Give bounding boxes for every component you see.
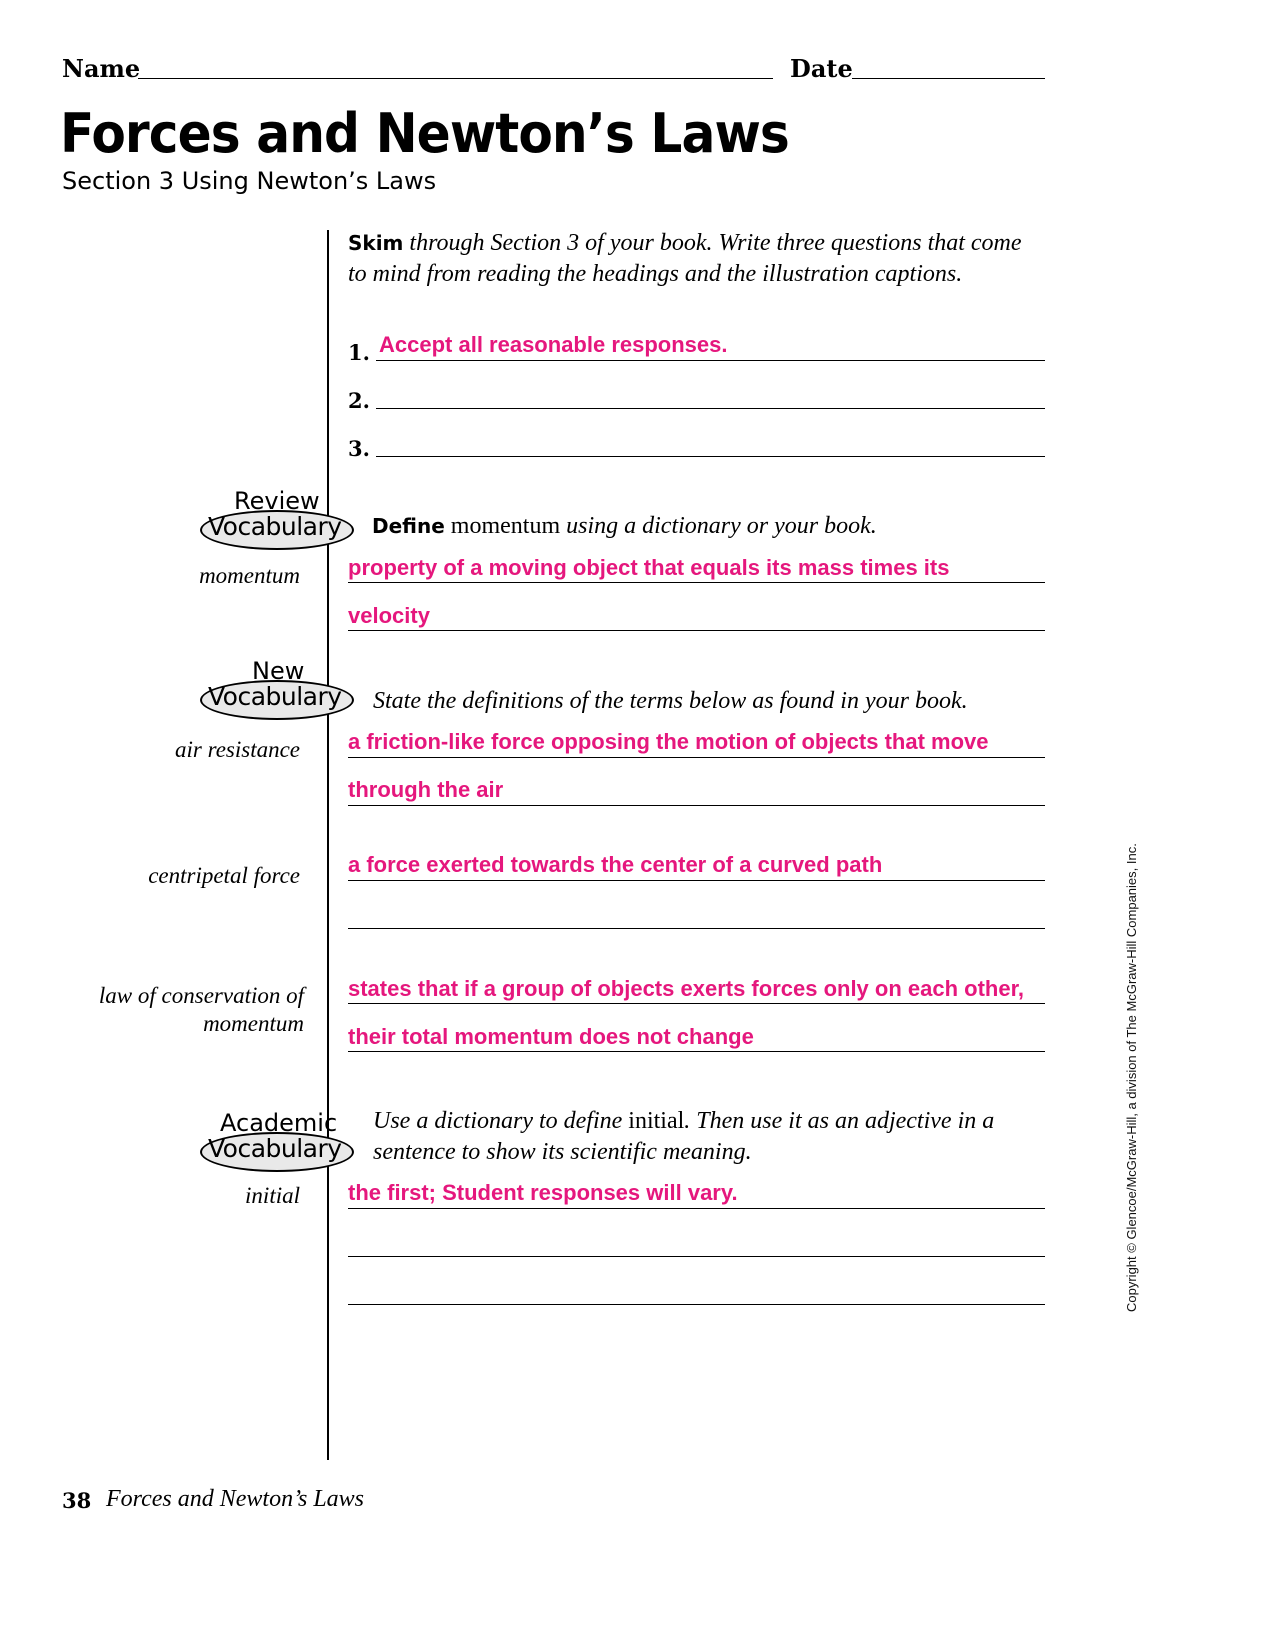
momentum-answer-1[interactable]: property of a moving object that equals its mass times its	[348, 555, 950, 580]
answer-line[interactable]	[348, 1051, 1045, 1052]
badge-bottom-text: Vocabulary	[208, 1134, 342, 1163]
margin-divider	[327, 230, 329, 1460]
answer-line[interactable]	[348, 928, 1045, 929]
footer-title: Forces and Newton’s Laws	[106, 1486, 365, 1512]
answer-line[interactable]	[348, 582, 1045, 583]
centripetal-answer-1[interactable]: a force exerted towards the center of a curved path	[348, 852, 883, 877]
academic-term: initial	[628, 1108, 685, 1134]
badge-top-text: New	[252, 657, 305, 685]
skim-instruction-text: through Section 3 of your book. Write three questions that come to mind from reading the headings and the illustration captions.	[348, 230, 1022, 287]
review-term: momentum	[444, 513, 567, 539]
review-instruction	[372, 511, 877, 542]
question-line-1[interactable]	[376, 360, 1045, 361]
answer-line[interactable]	[348, 1003, 1045, 1004]
term-label-centripetal-force: centripetal force	[148, 863, 300, 888]
answer-line[interactable]	[348, 880, 1045, 881]
badge-top-text: Academic	[220, 1109, 338, 1137]
date-label: Date	[790, 54, 853, 83]
review-instruction-text: using a dictionary or your book.	[566, 513, 877, 539]
skim-keyword: Skim	[348, 231, 404, 255]
new-vocabulary-badge	[198, 657, 358, 718]
review-vocabulary-badge	[198, 487, 358, 548]
skim-instruction	[348, 228, 1038, 290]
question-number-3: 3.	[348, 436, 370, 461]
air-resistance-answer-2[interactable]: through the air	[348, 777, 504, 802]
momentum-answer-2[interactable]: velocity	[348, 603, 430, 628]
name-field-line[interactable]	[138, 78, 773, 79]
question-number-1: 1.	[348, 340, 370, 365]
copyright-notice: Copyright © Glencoe/McGraw-Hill, a division of The McGraw-Hill Companies, Inc.	[1124, 843, 1139, 1312]
term-label-initial: initial	[245, 1183, 300, 1208]
academic-instruction	[373, 1106, 1045, 1168]
section-subtitle: Section 3 Using Newton’s Laws	[62, 167, 437, 195]
name-label: Name	[62, 54, 141, 83]
define-keyword: Define	[372, 514, 445, 538]
answer-line[interactable]	[348, 1256, 1045, 1257]
academic-instruction-a: Use a dictionary to define	[373, 1108, 629, 1134]
new-vocab-instruction: State the definitions of the terms below as found in your book.	[373, 688, 968, 714]
badge-bottom-text: Vocabulary	[208, 682, 342, 711]
badge-top-text: Review	[234, 487, 320, 515]
answer-line[interactable]	[348, 1304, 1045, 1305]
question-line-3[interactable]	[376, 456, 1045, 457]
question-line-2[interactable]	[376, 408, 1045, 409]
academic-vocabulary-badge	[198, 1109, 358, 1170]
term-label-conservation-of-momentum: law of conservation of momentum	[98, 983, 304, 1036]
term-label-momentum: momentum	[199, 563, 300, 588]
answer-line[interactable]	[348, 757, 1045, 758]
question-number-2: 2.	[348, 388, 370, 413]
date-field-line[interactable]	[852, 78, 1045, 79]
conservation-answer-1[interactable]: states that if a group of objects exerts forces only on each other,	[348, 976, 1025, 1001]
answer-line[interactable]	[348, 1208, 1045, 1209]
academic-instruction-b: . Then use it as an adjective in a sentence to show its scientific meaning.	[373, 1108, 995, 1165]
answer-line[interactable]	[348, 805, 1045, 806]
answer-line[interactable]	[348, 630, 1045, 631]
question-answer-1[interactable]: Accept all reasonable responses.	[379, 332, 728, 357]
initial-answer-1[interactable]: the first; Student responses will vary.	[348, 1180, 738, 1205]
air-resistance-answer-1[interactable]: a friction-like force opposing the motion of objects that move	[348, 729, 989, 754]
conservation-answer-2[interactable]: their total momentum does not change	[348, 1024, 754, 1049]
page-title: Forces and Newton’s Laws	[60, 102, 789, 165]
term-label-air-resistance: air resistance	[175, 737, 300, 762]
page-number: 38	[62, 1488, 92, 1513]
badge-bottom-text: Vocabulary	[208, 512, 342, 541]
